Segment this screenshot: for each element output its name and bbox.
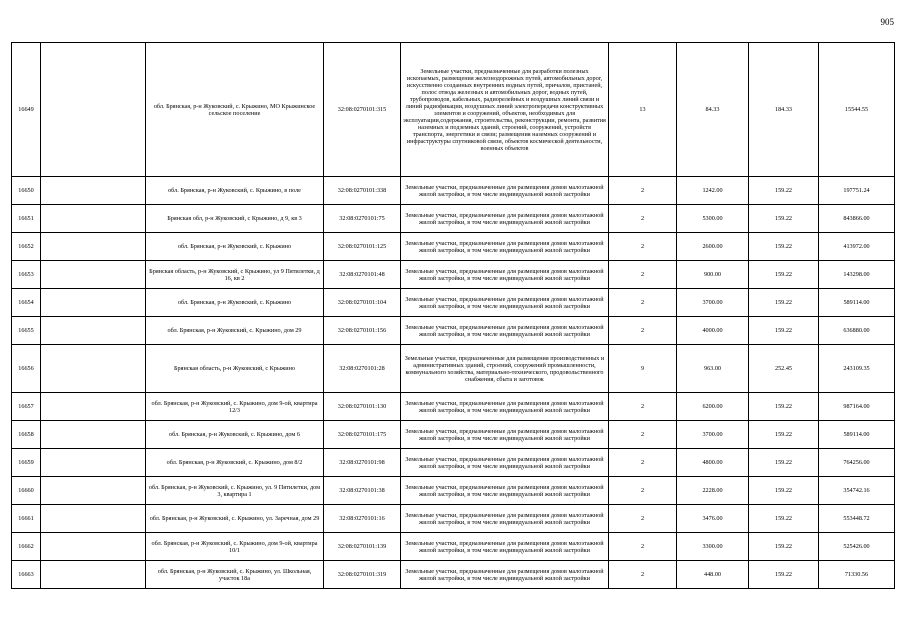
row-number-cell: 16649 — [12, 43, 41, 177]
address-cell: обл. Брянская, р-н Жуковский, с. Крыжино, ул. 9 Пятилетки, дом 3, квартира 1 — [146, 477, 324, 505]
address-cell: обл. Брянская, р-н Жуковский, с. Крыжино, ул. Заречная, дом 29 — [146, 505, 324, 533]
table-row — [12, 477, 895, 505]
cadastral-number-cell: 32:08:0270101:16 — [324, 505, 401, 533]
spacer-cell — [41, 233, 146, 261]
cadastral-value-table — [11, 42, 895, 589]
cadastral-number-cell: 32:08:0270101:156 — [324, 317, 401, 345]
spacer-cell — [41, 561, 146, 589]
area-cell: 4800.00 — [677, 449, 749, 477]
cadastral-value-cell: 15544.55 — [819, 43, 895, 177]
row-number-cell: 16650 — [12, 177, 41, 205]
cadastral-value-cell: 589114.00 — [819, 289, 895, 317]
spacer-cell — [41, 421, 146, 449]
specific-value-cell: 159.22 — [749, 477, 819, 505]
cadastral-number-cell: 32:08:0270101:75 — [324, 205, 401, 233]
table-body — [12, 43, 895, 589]
land-use-cell: Земельные участки, предназначенные для размещения производственных и административных зданий, строений, сооружений промышленности, коммунального хозяйства, материально-технического, продовольственного снабжения, сбыта и заготовок — [401, 345, 609, 393]
use-group-code-cell: 2 — [609, 421, 677, 449]
spacer-cell — [41, 43, 146, 177]
use-group-code-cell: 2 — [609, 393, 677, 421]
land-use-cell: Земельные участки, предназначенные для размещения домов малоэтажной жилой застройки, в том числе индивидуальной жилой застройки — [401, 477, 609, 505]
specific-value-cell: 159.22 — [749, 533, 819, 561]
row-number-cell: 16659 — [12, 449, 41, 477]
row-number-cell: 16651 — [12, 205, 41, 233]
spacer-cell — [41, 393, 146, 421]
cadastral-value-cell: 71330.56 — [819, 561, 895, 589]
specific-value-cell: 159.22 — [749, 561, 819, 589]
address-cell: обл. Брянская, р-н Жуковский, с. Крыжино, дом 8/2 — [146, 449, 324, 477]
use-group-code-cell: 13 — [609, 43, 677, 177]
land-use-cell: Земельные участки, предназначенные для размещения домов малоэтажной жилой застройки, в том числе индивидуальной жилой застройки — [401, 233, 609, 261]
cadastral-number-cell: 32:08:0270101:319 — [324, 561, 401, 589]
table-row — [12, 393, 895, 421]
land-use-cell: Земельные участки, предназначенные для размещения домов малоэтажной жилой застройки, в том числе индивидуальной жилой застройки — [401, 533, 609, 561]
row-number-cell: 16656 — [12, 345, 41, 393]
specific-value-cell: 159.22 — [749, 421, 819, 449]
table-row — [12, 261, 895, 289]
address-cell: обл. Брянская, р-н Жуковский, с. Крыжино — [146, 233, 324, 261]
use-group-code-cell: 2 — [609, 477, 677, 505]
area-cell: 84.33 — [677, 43, 749, 177]
cadastral-value-cell: 243109.35 — [819, 345, 895, 393]
cadastral-value-cell: 143298.00 — [819, 261, 895, 289]
spacer-cell — [41, 261, 146, 289]
cadastral-value-cell: 354742.16 — [819, 477, 895, 505]
cadastral-value-cell: 987164.00 — [819, 393, 895, 421]
address-cell: обл. Брянская, р-н Жуковский, с. Крыжино, МО Крыжинское сельское поселение — [146, 43, 324, 177]
area-cell: 900.00 — [677, 261, 749, 289]
address-cell: Брянская область, р-н Жуковский, с Крыжино, ул 9 Пятилетки, д 16, кв 2 — [146, 261, 324, 289]
table-row — [12, 205, 895, 233]
row-number-cell: 16660 — [12, 477, 41, 505]
row-number-cell: 16658 — [12, 421, 41, 449]
table-row — [12, 345, 895, 393]
specific-value-cell: 252.45 — [749, 345, 819, 393]
address-cell: обл. Брянская, р-н Жуковский, с. Крыжино, дом 29 — [146, 317, 324, 345]
table-row — [12, 233, 895, 261]
cadastral-value-cell: 636880.00 — [819, 317, 895, 345]
use-group-code-cell: 2 — [609, 289, 677, 317]
area-cell: 6200.00 — [677, 393, 749, 421]
table-row — [12, 289, 895, 317]
use-group-code-cell: 2 — [609, 317, 677, 345]
use-group-code-cell: 2 — [609, 561, 677, 589]
table-row — [12, 317, 895, 345]
specific-value-cell: 159.22 — [749, 449, 819, 477]
use-group-code-cell: 2 — [609, 177, 677, 205]
land-use-cell: Земельные участки, предназначенные для размещения домов малоэтажной жилой застройки, в том числе индивидуальной жилой застройки — [401, 205, 609, 233]
table-row — [12, 421, 895, 449]
address-cell: обл. Брянская, р-н Жуковский, с. Крыжино, ул. Школьная, участок 18а — [146, 561, 324, 589]
specific-value-cell: 159.22 — [749, 289, 819, 317]
spacer-cell — [41, 177, 146, 205]
address-cell: Брянская обл, р-н Жуковский, с Крыжино, д 9, кв 3 — [146, 205, 324, 233]
area-cell: 3476.00 — [677, 505, 749, 533]
cadastral-number-cell: 32:08:0270101:139 — [324, 533, 401, 561]
cadastral-number-cell: 32:08:0270101:315 — [324, 43, 401, 177]
spacer-cell — [41, 477, 146, 505]
area-cell: 5300.00 — [677, 205, 749, 233]
row-number-cell: 16661 — [12, 505, 41, 533]
row-number-cell: 16655 — [12, 317, 41, 345]
use-group-code-cell: 2 — [609, 261, 677, 289]
use-group-code-cell: 2 — [609, 449, 677, 477]
land-use-cell: Земельные участки, предназначенные для размещения домов малоэтажной жилой застройки, в том числе индивидуальной жилой застройки — [401, 449, 609, 477]
area-cell: 3700.00 — [677, 289, 749, 317]
cadastral-value-cell: 764256.00 — [819, 449, 895, 477]
area-cell: 2600.00 — [677, 233, 749, 261]
address-cell: Брянская область, р-н Жуковский, с Крыжино — [146, 345, 324, 393]
land-use-cell: Земельные участки, предназначенные для размещения домов малоэтажной жилой застройки, в том числе индивидуальной жилой застройки — [401, 261, 609, 289]
specific-value-cell: 159.22 — [749, 261, 819, 289]
table-row — [12, 449, 895, 477]
cadastral-value-cell: 413972.00 — [819, 233, 895, 261]
row-number-cell: 16662 — [12, 533, 41, 561]
row-number-cell: 16663 — [12, 561, 41, 589]
cadastral-value-cell: 553448.72 — [819, 505, 895, 533]
cadastral-value-cell: 843866.00 — [819, 205, 895, 233]
land-use-cell: Земельные участки, предназначенные для размещения домов малоэтажной жилой застройки, в том числе индивидуальной жилой застройки — [401, 177, 609, 205]
land-use-cell: Земельные участки, предназначенные для размещения домов малоэтажной жилой застройки, в том числе индивидуальной жилой застройки — [401, 393, 609, 421]
area-cell: 448.00 — [677, 561, 749, 589]
cadastral-value-cell: 525426.00 — [819, 533, 895, 561]
use-group-code-cell: 9 — [609, 345, 677, 393]
row-number-cell: 16654 — [12, 289, 41, 317]
land-use-cell: Земельные участки, предназначенные для разработки полезных ископаемых, размещения железнодорожных путей, автомобильных дорог, искусственно созданных внутренних водных путей, причалов, пристаней, полос отвода железных и автомобильных дорог, водных путей, трубопроводов, кабельных, радиорелейных и воздушных линий связи и линий радиофикации, воздушных линий электропередачи конструктивных элементов и сооружений, объектов, необходимых для эксплуатации,содержания, строительства, реконструкции, ремонта, развития наземных и подземных зданий, строений, сооружений, устройств транспорта, энергетики и связи; размещения наземных сооружений и инфраструктуры спутниковой связи, объектов космической деятельности, военных объектов — [401, 43, 609, 177]
use-group-code-cell: 2 — [609, 533, 677, 561]
table-row — [12, 533, 895, 561]
land-use-cell: Земельные участки, предназначенные для размещения домов малоэтажной жилой застройки, в том числе индивидуальной жилой застройки — [401, 289, 609, 317]
address-cell: обл. Брянская, р-н Жуковский, с. Крыжино, дом 9-ой, квартира 10/1 — [146, 533, 324, 561]
area-cell: 2228.00 — [677, 477, 749, 505]
cadastral-number-cell: 32:08:0270101:38 — [324, 477, 401, 505]
cadastral-number-cell: 32:08:0270101:175 — [324, 421, 401, 449]
cadastral-number-cell: 32:08:0270101:48 — [324, 261, 401, 289]
spacer-cell — [41, 317, 146, 345]
table-row — [12, 177, 895, 205]
cadastral-value-cell: 197751.24 — [819, 177, 895, 205]
specific-value-cell: 159.22 — [749, 205, 819, 233]
page-number: 905 — [880, 17, 894, 27]
area-cell: 3300.00 — [677, 533, 749, 561]
specific-value-cell: 159.22 — [749, 393, 819, 421]
spacer-cell — [41, 533, 146, 561]
area-cell: 3700.00 — [677, 421, 749, 449]
use-group-code-cell: 2 — [609, 505, 677, 533]
land-use-cell: Земельные участки, предназначенные для размещения домов малоэтажной жилой застройки, в том числе индивидуальной жилой застройки — [401, 505, 609, 533]
address-cell: обл. Брянская, р-н Жуковский, с. Крыжино, в поле — [146, 177, 324, 205]
address-cell: обл. Брянская, р-н Жуковский, с. Крыжино, дом 9-ой, квартира 12/3 — [146, 393, 324, 421]
specific-value-cell: 159.22 — [749, 505, 819, 533]
row-number-cell: 16653 — [12, 261, 41, 289]
cadastral-number-cell: 32:08:0270101:130 — [324, 393, 401, 421]
spacer-cell — [41, 345, 146, 393]
row-number-cell: 16657 — [12, 393, 41, 421]
area-cell: 4000.00 — [677, 317, 749, 345]
table-row — [12, 561, 895, 589]
cadastral-number-cell: 32:08:0270101:338 — [324, 177, 401, 205]
specific-value-cell: 184.33 — [749, 43, 819, 177]
specific-value-cell: 159.22 — [749, 177, 819, 205]
area-cell: 1242.00 — [677, 177, 749, 205]
spacer-cell — [41, 505, 146, 533]
cadastral-number-cell: 32:08:0270101:125 — [324, 233, 401, 261]
table-row — [12, 505, 895, 533]
spacer-cell — [41, 289, 146, 317]
specific-value-cell: 159.22 — [749, 233, 819, 261]
spacer-cell — [41, 449, 146, 477]
cadastral-number-cell: 32:08:0270101:28 — [324, 345, 401, 393]
area-cell: 963.00 — [677, 345, 749, 393]
address-cell: обл. Брянская, р-н Жуковский, с. Крыжино, дом 6 — [146, 421, 324, 449]
cadastral-number-cell: 32:08:0270101:98 — [324, 449, 401, 477]
row-number-cell: 16652 — [12, 233, 41, 261]
cadastral-number-cell: 32:08:0270101:104 — [324, 289, 401, 317]
specific-value-cell: 159.22 — [749, 317, 819, 345]
use-group-code-cell: 2 — [609, 205, 677, 233]
land-use-cell: Земельные участки, предназначенные для размещения домов малоэтажной жилой застройки, в том числе индивидуальной жилой застройки — [401, 317, 609, 345]
land-use-cell: Земельные участки, предназначенные для размещения домов малоэтажной жилой застройки, в том числе индивидуальной жилой застройки — [401, 421, 609, 449]
cadastral-value-cell: 589114.00 — [819, 421, 895, 449]
address-cell: обл. Брянская, р-н Жуковский, с. Крыжино — [146, 289, 324, 317]
use-group-code-cell: 2 — [609, 233, 677, 261]
spacer-cell — [41, 205, 146, 233]
land-use-cell: Земельные участки, предназначенные для размещения домов малоэтажной жилой застройки, в том числе индивидуальной жилой застройки — [401, 561, 609, 589]
table-row — [12, 43, 895, 177]
